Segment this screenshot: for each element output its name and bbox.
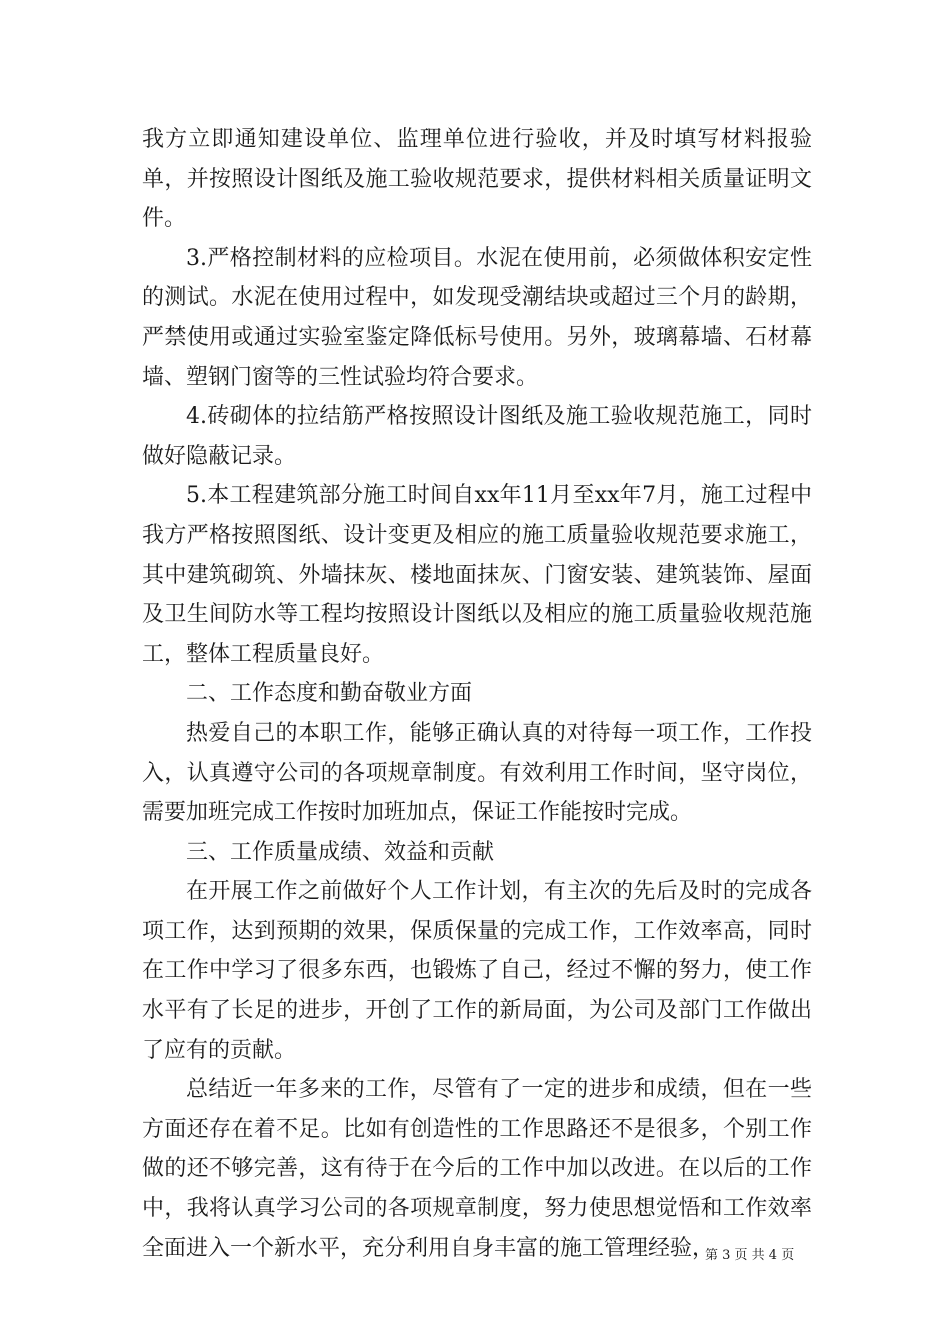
section-heading: 二、工作态度和勤奋敬业方面 (186, 681, 473, 707)
paragraph: 总结近一年多来的工作，尽管有了一定的进步和成绩，但在一些方面还存在着不足。比如有创造性的工作思路还不是很多，个别工作做的还不够完善，这有待于在今后的工作中加以改进。在以后的工作中，我将认真学习公司的各项规章制度，努力使思想觉悟和工作效率全面进入一个新水平，充分利用自身丰富的施工管理经验， (142, 1077, 812, 1261)
document-body (142, 120, 812, 1268)
paragraph: 在开展工作之前做好个人工作计划，有主次的先后及时的完成各项工作，达到预期的效果，保质保量的完成工作，工作效率高，同时在工作中学习了很多东西，也锻炼了自己，经过不懈的努力，使工作水平有了长足的进步，开创了工作的新局面，为公司及部门工作做出了应有的贡献。 (142, 879, 812, 1063)
paragraph: 我方立即通知建设单位、监理单位进行验收，并及时填写材料报验单，并按照设计图纸及施工验收规范要求，提供材料相关质量证明文件。 (142, 127, 812, 232)
paragraph: 4.砖砌体的拉结筋严格按照设计图纸及施工验收规范施工，同时做好隐蔽记录。 (142, 404, 812, 469)
paragraph: 热爱自己的本职工作，能够正确认真的对待每一项工作，工作投入，认真遵守公司的各项规章制度。有效利用工作时间，坚守岗位，需要加班完成工作按时加班加点，保证工作能按时完成。 (142, 720, 812, 826)
section-heading: 三、工作质量成绩、效益和贡献 (186, 839, 495, 865)
paragraph: 5.本工程建筑部分施工时间自xx年11月至xx年7月，施工过程中我方严格按照图纸、设计变更及相应的施工质量验收规范要求施工，其中建筑砌筑、外墙抹灰、楼地面抹灰、门窗安装、建筑装饰、屋面及卫生间防水等工程均按照设计图纸以及相应的施工质量验收规范施工，整体工程质量良好。 (142, 483, 812, 667)
page-number: 第 3 页 共 4 页 (705, 1248, 795, 1263)
paragraph: 3.严格控制材料的应检项目。水泥在使用前，必须做体积安定性的测试。水泥在使用过程中，如发现受潮结块或超过三个月的龄期，严禁使用或通过实验室鉴定降低标号使用。另外，玻璃幕墙、石材幕墙、塑钢门窗等的三性试验均符合要求。 (142, 245, 812, 390)
